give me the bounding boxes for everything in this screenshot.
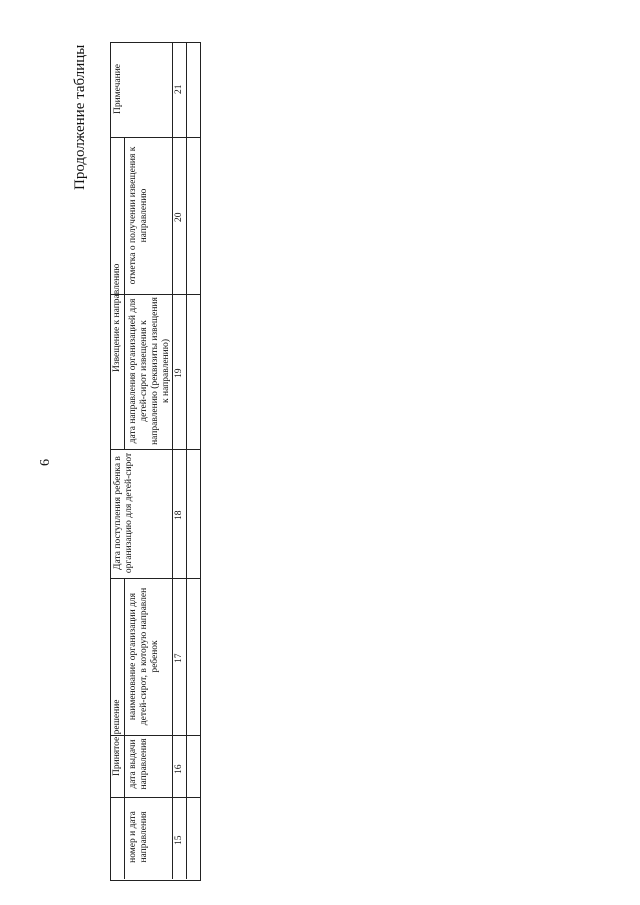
col-number: 15 (174, 835, 184, 845)
col-number: 16 (174, 764, 184, 774)
grid-line (172, 42, 173, 879)
col-number: 18 (174, 510, 184, 520)
header-col15: номер и дата направления (128, 811, 149, 863)
grid-line (186, 42, 187, 879)
group-header-notice: Извещение к направлению (112, 263, 122, 372)
col-number: 20 (174, 212, 184, 222)
header-col17: наименование организации для детей-сирот, в которую направлен ребенок (128, 587, 160, 726)
group-header-decision: Принятое решение (112, 699, 122, 776)
header-col18: Дата поступления ребенка в организацию для детей-сирот (113, 452, 134, 574)
header-col20: отметка о получении извещения к направлению (128, 146, 149, 285)
header-col21: Примечание (113, 63, 123, 115)
page-number: 6 (38, 459, 53, 466)
grid-line (124, 578, 125, 879)
table-continuation-caption: Продолжение таблицы (72, 44, 88, 190)
col-number: 17 (174, 653, 184, 663)
col-number: 21 (174, 84, 184, 94)
header-col16: дата выдачи направления (128, 738, 149, 790)
col-number: 19 (174, 368, 184, 378)
header-col19: дата направления организацией для детей-сирот извещения к направлению (реквизиты извещения к направлению) (128, 297, 171, 445)
grid-line (124, 137, 125, 449)
